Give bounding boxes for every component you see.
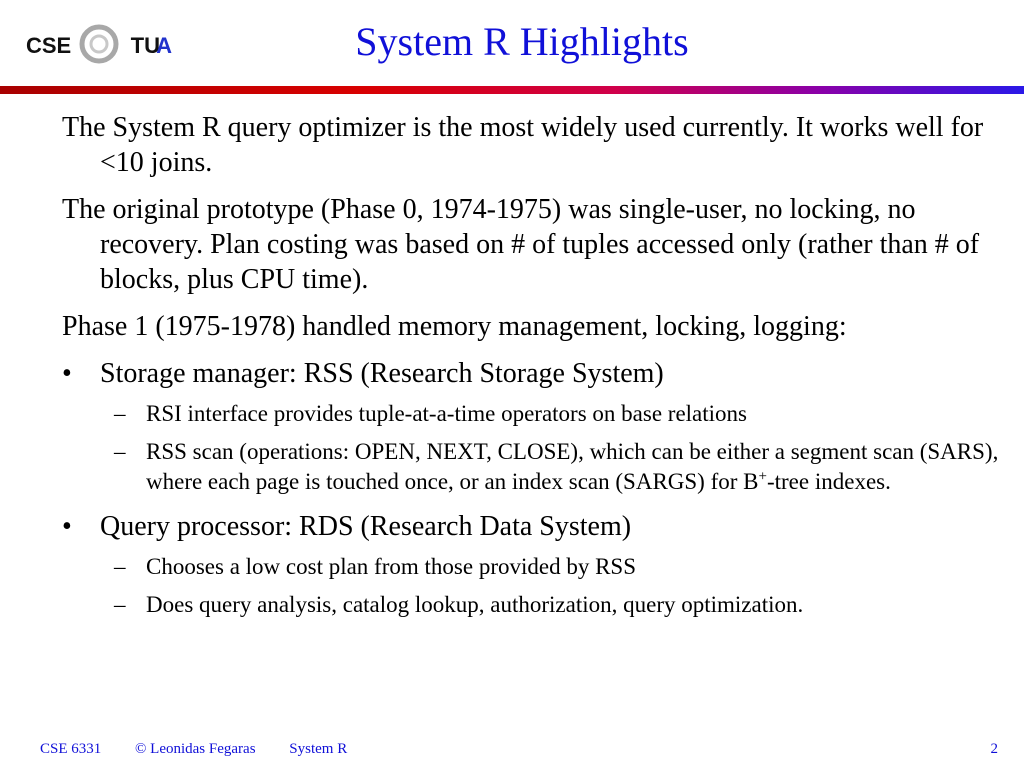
paragraph-optimizer: The System R query optimizer is the most widely used currently. It works well for <10 joins. (62, 112, 984, 178)
svg-text:A: A (156, 33, 172, 58)
svg-text:UT: UT (130, 33, 160, 58)
sub-bullet-rss-scan (62, 437, 1002, 497)
paragraph-prototype: The original prototype (Phase 0, 1974-1975) was single-user, no locking, no recovery. Plan costing was based on # of tuples accessed only (rather than # of blocks, plus CPU time). (62, 194, 980, 295)
footer-topic: System R (289, 741, 348, 757)
superscript-plus: + (758, 468, 767, 485)
page-number: 2 (990, 741, 998, 757)
bullet-query-processor (62, 509, 1002, 544)
dash-icon: – (114, 401, 126, 426)
sub-bullet-text: Chooses a low cost plan from those provided by RSS (146, 554, 636, 579)
sub-bullet-text: RSI interface provides tuple-at-a-time operators on base relations (146, 401, 747, 426)
dash-icon: – (114, 554, 126, 579)
sub-bullet-analysis (62, 590, 1002, 620)
slide-title: System R Highlights (355, 19, 689, 64)
dash-icon: – (114, 592, 126, 617)
bullet-text: Storage manager: RSS (Research Storage System) (100, 358, 664, 389)
sub-bullet-text: Does query analysis, catalog lookup, authorization, query optimization. (146, 592, 804, 617)
bullet-storage-manager (62, 356, 1002, 391)
footer-author: © Leonidas Fegaras (135, 741, 256, 757)
slide-body (62, 110, 1002, 628)
svg-text:CSE: CSE (26, 33, 72, 58)
bullet-text: Query processor: RDS (Research Data System) (100, 511, 632, 542)
bullet-icon: • (62, 358, 72, 389)
slide-footer (40, 741, 377, 758)
footer-course: CSE 6331 (40, 741, 102, 757)
paragraph-phase1: Phase 1 (1975-1978) handled memory management, locking, logging: (62, 311, 847, 342)
sub-bullet-rsi (62, 399, 1002, 429)
title-divider (0, 86, 1024, 94)
bullet-icon: • (62, 511, 72, 542)
sub-bullet-text: RSS scan (operations: OPEN, NEXT, CLOSE), which can be either a segment scan (SARS), where each page is touched once, or an index scan (SARGS) for B+-tree indexes. (146, 439, 999, 494)
sub-bullet-low-cost (62, 552, 1002, 582)
dash-icon: – (114, 439, 126, 464)
